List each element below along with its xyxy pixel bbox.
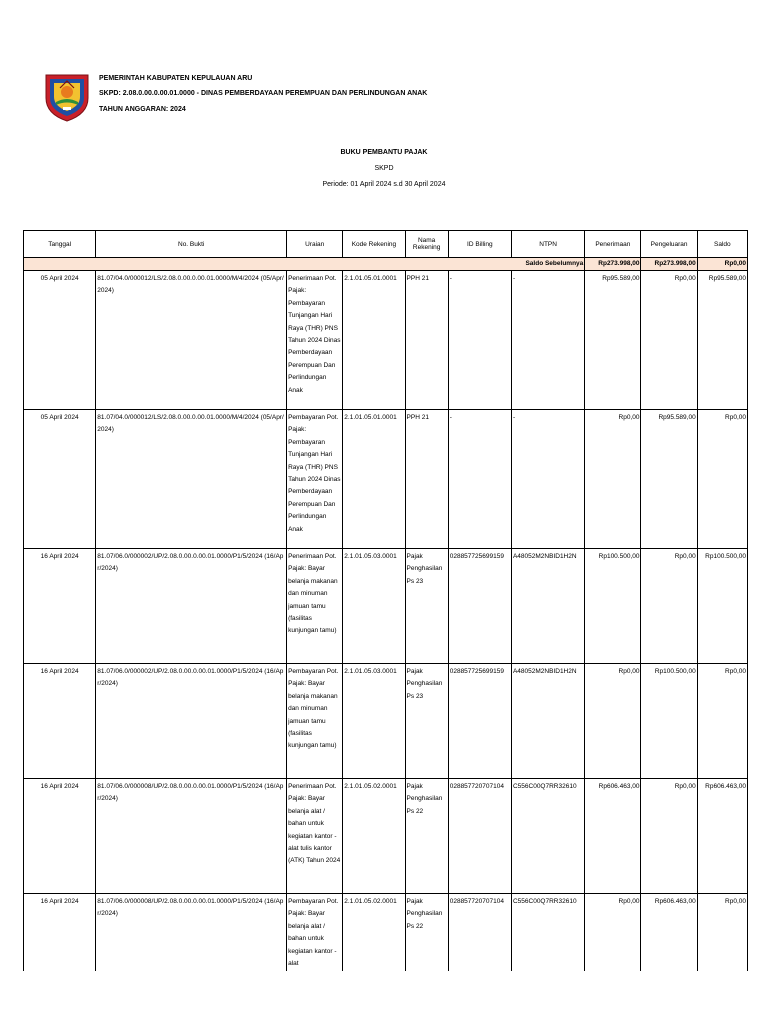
cell-uraian: Pembayaran Pot. Pajak: Bayar belanja makanan dan minuman jamuan tamu (fasilitas kunjungan tamu): [287, 664, 343, 779]
cell-ntpn: -: [511, 271, 584, 410]
cell-no-bukti: 81.07/06.0/000008/UP/2.08.0.00.0.00.01.0000/P1/5/2024 (16/Apr/2024): [96, 894, 287, 971]
col-header-penerimaan: Penerimaan: [585, 231, 641, 258]
col-header-nama-rekening: Nama Rekening: [405, 231, 448, 258]
cell-uraian: Penerimaan Pot. Pajak: Bayar belanja alat / bahan untuk kegiatan kantor - alat tulis kantor (ATK) Tahun 2024: [287, 779, 343, 894]
cell-saldo: Rp0,00: [697, 664, 747, 779]
cell-ntpn: C556C00Q7RR32610: [511, 779, 584, 894]
table-row: [24, 779, 748, 894]
report-subtitle: SKPD: [374, 165, 394, 172]
table-row: [24, 894, 748, 971]
report-period: Periode: 01 April 2024 s.d 30 April 2024: [322, 181, 446, 188]
opening-balance-row: [24, 258, 748, 271]
opening-pengeluaran: Rp273.998,00: [641, 258, 697, 271]
cell-pengeluaran: Rp606.463,00: [641, 894, 697, 971]
cell-no-bukti: 81.07/04.0/000012/LS/2.08.0.00.0.00.01.0000/M/4/2024 (05/Apr/2024): [96, 271, 287, 410]
cell-id-billing: 028857725699159: [448, 549, 511, 664]
table-row: [24, 271, 748, 410]
col-header-uraian: Uraian: [287, 231, 343, 258]
cell-ntpn: A48052M2NBID1H2N: [511, 549, 584, 664]
col-header-no-bukti: No. Bukti: [96, 231, 287, 258]
cell-nama-rekening: Pajak Penghasilan Ps 23: [405, 549, 448, 664]
cell-tanggal: 05 April 2024: [24, 410, 96, 549]
cell-saldo: Rp0,00: [697, 410, 747, 549]
cell-id-billing: 028857720707104: [448, 894, 511, 971]
table-row: [24, 664, 748, 779]
cell-id-billing: -: [448, 271, 511, 410]
cell-pengeluaran: Rp0,00: [641, 779, 697, 894]
cell-pengeluaran: Rp95.589,00: [641, 410, 697, 549]
cell-nama-rekening: Pajak Penghasilan Ps 22: [405, 779, 448, 894]
report-title: BUKU PEMBANTU PAJAK: [340, 149, 428, 156]
cell-saldo: Rp100.500,00: [697, 549, 747, 664]
cell-saldo: Rp0,00: [697, 894, 747, 971]
cell-kode-rekening: 2.1.01.05.03.0001: [343, 549, 405, 664]
table-row: [24, 410, 748, 549]
fiscal-year: TAHUN ANGGARAN: 2024: [99, 106, 186, 113]
cell-pengeluaran: Rp0,00: [641, 271, 697, 410]
opening-balance-label: Saldo Sebelumnya: [24, 258, 585, 271]
col-header-pengeluaran: Pengeluaran: [641, 231, 697, 258]
cell-penerimaan: Rp95.589,00: [585, 271, 641, 410]
cell-ntpn: A48052M2NBID1H2N: [511, 664, 584, 779]
cell-id-billing: -: [448, 410, 511, 549]
opening-penerimaan: Rp273.998,00: [585, 258, 641, 271]
cell-nama-rekening: Pajak Penghasilan Ps 22: [405, 894, 448, 971]
cell-no-bukti: 81.07/06.0/000008/UP/2.08.0.00.0.00.01.0000/P1/5/2024 (16/Apr/2024): [96, 779, 287, 894]
skpd-line: SKPD: 2.08.0.00.0.00.01.0000 - DINAS PEMBERDAYAAN PEREMPUAN DAN PERLINDUNGAN ANAK: [99, 90, 428, 97]
cell-id-billing: 028857725699159: [448, 664, 511, 779]
cell-uraian: Pembayaran Pot. Pajak: Pembayaran Tunjangan Hari Raya (THR) PNS Tahun 2024 Dinas Pemberdayaan Perempuan Dan Perlindungan Anak: [287, 410, 343, 549]
col-header-kode-rekening: Kode Rekening: [343, 231, 405, 258]
cell-nama-rekening: Pajak Penghasilan Ps 23: [405, 664, 448, 779]
col-header-ntpn: NTPN: [511, 231, 584, 258]
cell-tanggal: 05 April 2024: [24, 271, 96, 410]
cell-kode-rekening: 2.1.01.05.02.0001: [343, 894, 405, 971]
cell-penerimaan: Rp0,00: [585, 410, 641, 549]
col-header-id-billing: ID Billing: [448, 231, 511, 258]
cell-penerimaan: Rp100.500,00: [585, 549, 641, 664]
cell-no-bukti: 81.07/04.0/000012/LS/2.08.0.00.0.00.01.0000/M/4/2024 (05/Apr/2024): [96, 410, 287, 549]
cell-kode-rekening: 2.1.01.05.01.0001: [343, 410, 405, 549]
cell-no-bukti: 81.07/06.0/000002/UP/2.08.0.00.0.00.01.0000/P1/5/2024 (16/Apr/2024): [96, 549, 287, 664]
cell-penerimaan: Rp606.463,00: [585, 779, 641, 894]
cell-no-bukti: 81.07/06.0/000002/UP/2.08.0.00.0.00.01.0000/P1/5/2024 (16/Apr/2024): [96, 664, 287, 779]
cell-kode-rekening: 2.1.01.05.03.0001: [343, 664, 405, 779]
cell-tanggal: 16 April 2024: [24, 894, 96, 971]
opening-saldo: Rp0,00: [697, 258, 747, 271]
cell-nama-rekening: PPH 21: [405, 410, 448, 549]
cell-id-billing: 028857720707104: [448, 779, 511, 894]
cell-tanggal: 16 April 2024: [24, 779, 96, 894]
cell-tanggal: 16 April 2024: [24, 549, 96, 664]
cell-tanggal: 16 April 2024: [24, 664, 96, 779]
tax-ledger-table: [23, 230, 748, 971]
cell-penerimaan: Rp0,00: [585, 894, 641, 971]
cell-uraian: Penerimaan Pot. Pajak: Bayar belanja makanan dan minuman jamuan tamu (fasilitas kunjungan tamu): [287, 549, 343, 664]
col-header-tanggal: Tanggal: [24, 231, 96, 258]
cell-ntpn: -: [511, 410, 584, 549]
cell-saldo: Rp606.463,00: [697, 779, 747, 894]
table-header-row: [24, 231, 748, 258]
table-row: [24, 549, 748, 664]
cell-pengeluaran: Rp100.500,00: [641, 664, 697, 779]
cell-uraian: Pembayaran Pot. Pajak: Bayar belanja alat / bahan untuk kegiatan kantor - alat: [287, 894, 343, 971]
cell-penerimaan: Rp0,00: [585, 664, 641, 779]
regency-emblem-logo: [42, 72, 92, 122]
cell-kode-rekening: 2.1.01.05.01.0001: [343, 271, 405, 410]
cell-pengeluaran: Rp0,00: [641, 549, 697, 664]
cell-kode-rekening: 2.1.01.05.02.0001: [343, 779, 405, 894]
cell-uraian: Penerimaan Pot. Pajak: Pembayaran Tunjangan Hari Raya (THR) PNS Tahun 2024 Dinas Pemberdayaan Perempuan Dan Perlindungan Anak: [287, 271, 343, 410]
cell-saldo: Rp95.589,00: [697, 271, 747, 410]
cell-nama-rekening: PPH 21: [405, 271, 448, 410]
cell-ntpn: C556C00Q7RR32610: [511, 894, 584, 971]
col-header-saldo: Saldo: [697, 231, 747, 258]
government-name: PEMERINTAH KABUPATEN KEPULAUAN ARU: [99, 75, 253, 82]
